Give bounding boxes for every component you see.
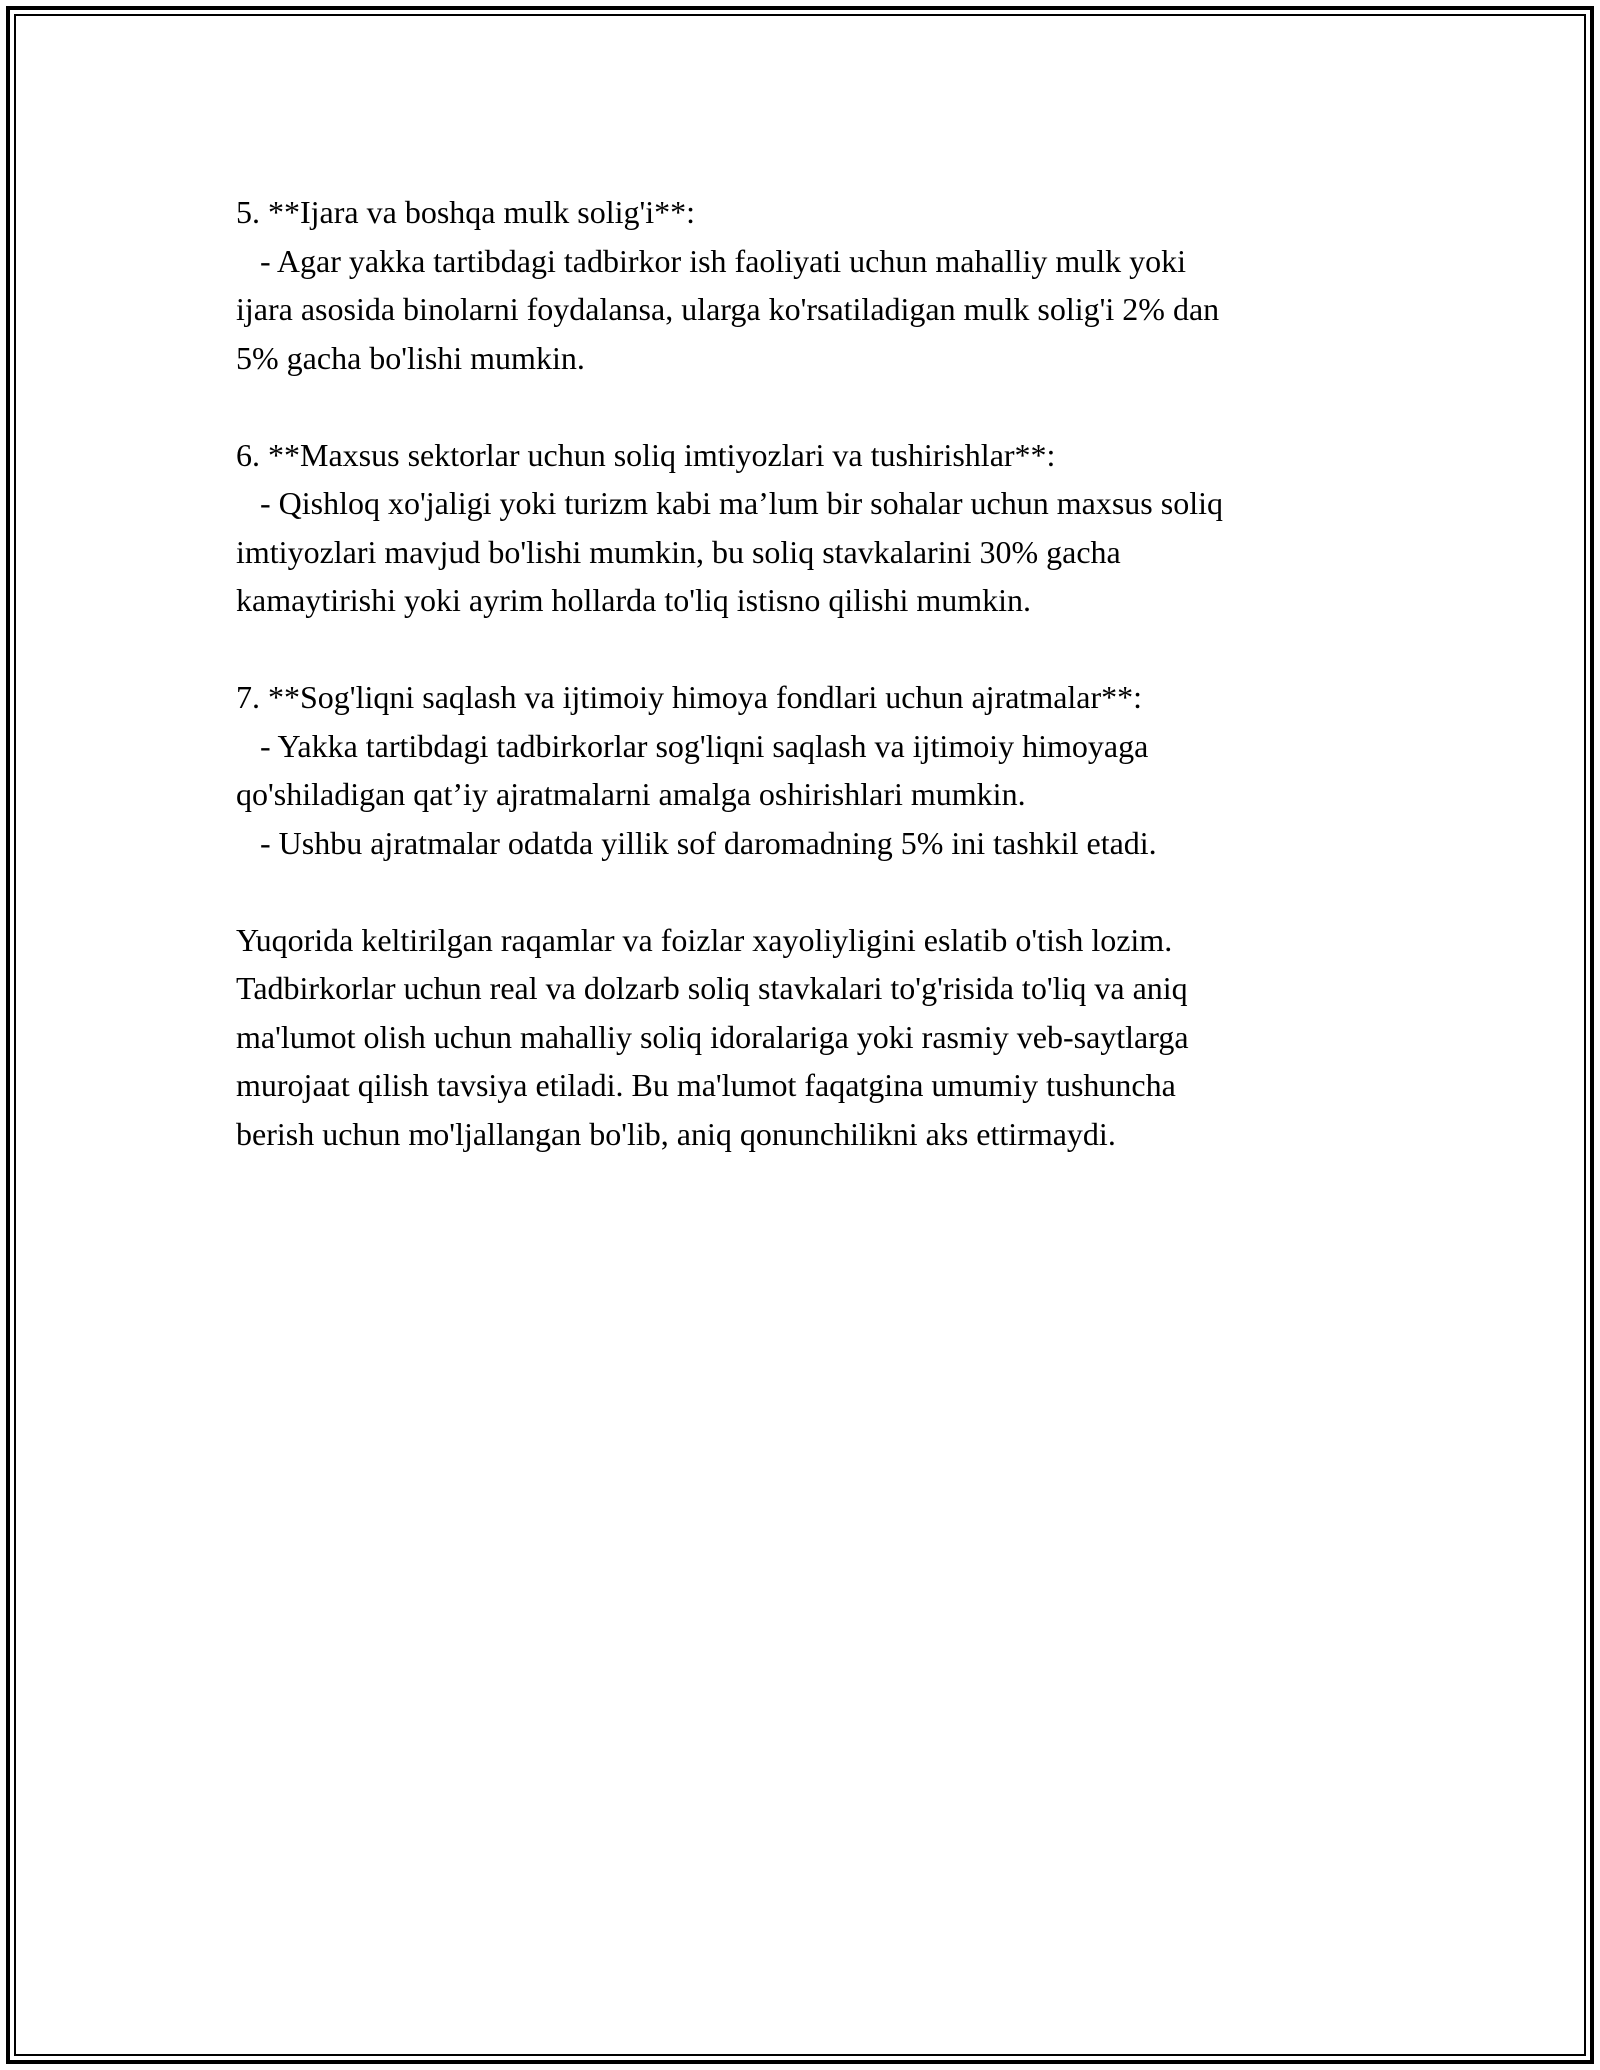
section-text-line: - Ushbu ajratmalar odatda yillik sof daromadning 5% ini tashkil etadi. — [236, 824, 1157, 861]
section-5-property-tax — [236, 188, 1396, 382]
disclaimer-line: berish uchun mo'ljallangan bo'lib, aniq qonunchilikni aks ettirmaydi. — [236, 1115, 1116, 1152]
disclaimer-line: murojaat qilish tavsiya etiladi. Bu ma'lumot faqatgina umumiy tushuncha — [236, 1067, 1176, 1103]
closing-disclaimer — [236, 916, 1396, 1159]
disclaimer-line: ma'lumot olish uchun mahalliy soliq idoralariga yoki rasmiy veb-saytlarga — [236, 1018, 1189, 1055]
section-text-line: qo'shiladigan qat’iy ajratmalarni amalga oshirishlari mumkin. — [236, 776, 1026, 812]
section-text-line: 5% gacha bo'lishi mumkin. — [236, 339, 585, 376]
section-heading: 6. **Maxsus sektorlar uchun soliq imtiyozlari va tushirishlar**: — [236, 436, 1056, 473]
section-text-line: imtiyozlari mavjud bo'lishi mumkin, bu soliq stavkalarini 30% gacha — [236, 533, 1121, 570]
section-text-line: kamaytirishi yoki ayrim hollarda to'liq istisno qilishi mumkin. — [236, 582, 1032, 618]
document-body — [236, 188, 1396, 1158]
section-7-health-social-funds — [236, 673, 1396, 867]
section-6-special-sectors — [236, 431, 1396, 625]
paragraph-spacer — [236, 625, 1396, 674]
section-text-line: ijara asosida binolarni foydalansa, ularga ko'rsatiladigan mulk solig'i 2% dan — [236, 291, 1220, 327]
section-text-line: - Qishloq xo'jaligi yoki turizm kabi ma’lum bir sohalar uchun maxsus soliq — [236, 485, 1223, 521]
paragraph-spacer — [236, 382, 1396, 431]
section-text-line: - Agar yakka tartibdagi tadbirkor ish faoliyati uchun mahalliy mulk yoki — [236, 242, 1186, 279]
disclaimer-line: Tadbirkorlar uchun real va dolzarb soliq stavkalari to'g'risida to'liq va aniq — [236, 970, 1188, 1006]
section-heading: 7. **Sog'liqni saqlash va ijtimoiy himoya fondlari uchun ajratmalar**: — [236, 679, 1143, 715]
section-heading: 5. **Ijara va boshqa mulk solig'i**: — [236, 194, 696, 230]
paragraph-spacer — [236, 867, 1396, 916]
disclaimer-line: Yuqorida keltirilgan raqamlar va foizlar xayoliyligini eslatib o'tish lozim. — [236, 921, 1173, 958]
section-text-line: - Yakka tartibdagi tadbirkorlar sog'liqni saqlash va ijtimoiy himoyaga — [236, 727, 1149, 764]
